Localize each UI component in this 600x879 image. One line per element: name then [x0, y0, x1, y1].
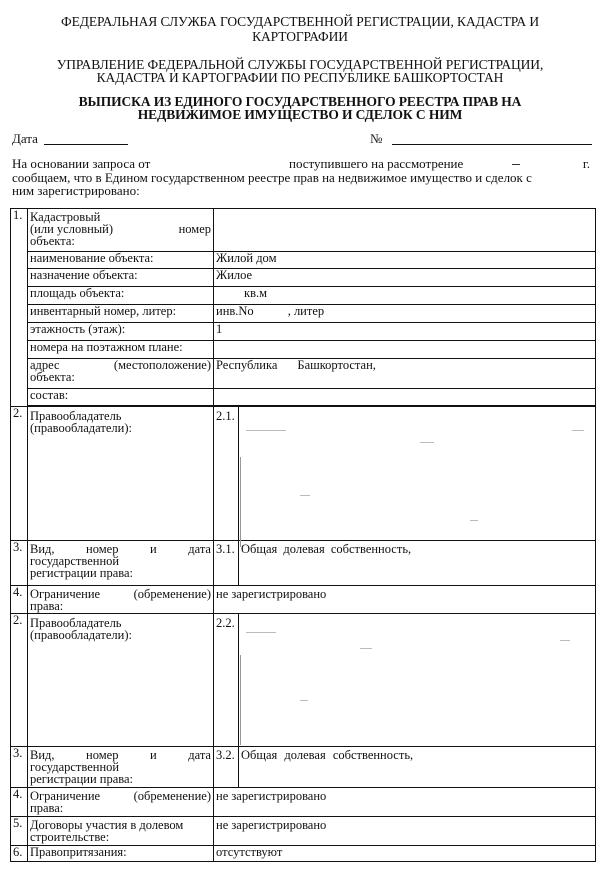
date-field	[44, 131, 128, 145]
object-name-label: наименование объекта:	[28, 252, 214, 269]
holder1-subnumber: 2.1.	[214, 407, 239, 541]
object-floorplan-row	[11, 341, 596, 359]
right1-label-word2: номер	[86, 542, 119, 556]
address-region: Республика	[216, 358, 278, 372]
document-title-line1: ВЫПИСКА ИЗ ЕДИНОГО ГОСУДАРСТВЕННОГО РЕЕСТРА ПРАВ НА	[78, 94, 522, 109]
contracts-row	[11, 817, 596, 846]
right2-label-word2: номер	[86, 748, 119, 762]
holder2-value	[239, 614, 596, 747]
encumbrance2-label-word1: Ограничение	[30, 789, 101, 803]
intro-line2: сообщаем, что в Едином государственном реестре прав на недвижимое имущество и сделок с	[12, 170, 532, 185]
object-purpose-label: назначение объекта:	[28, 269, 214, 287]
holder1-label-line1: Правообладатель	[30, 409, 122, 423]
object-floors-value: 1	[214, 323, 596, 341]
encumbrance1-label-word1: Ограничение	[30, 587, 101, 601]
right1-label	[28, 541, 214, 586]
encumbrance1-number: 4.	[11, 586, 28, 614]
intro-year-suffix: г.	[582, 156, 590, 171]
encumbrance1-row	[11, 586, 596, 614]
object-floorplan-value	[214, 341, 596, 359]
object-floorplan-label: номера на поэтажном плане:	[28, 341, 214, 359]
holder2-number: 2.	[11, 614, 28, 747]
contracts-label	[28, 817, 214, 846]
address-label-word3: объекта:	[30, 370, 75, 384]
inventory-number-prefix: инв.No	[216, 304, 254, 318]
right2-number: 3.	[11, 747, 28, 788]
cadastral-label-word4: объекта:	[30, 234, 75, 248]
object-name-row	[11, 252, 596, 269]
encumbrance2-row	[11, 788, 596, 817]
object-composition-row	[11, 389, 596, 406]
contracts-value: не зарегистрировано	[214, 817, 596, 846]
encumbrance2-number: 4.	[11, 788, 28, 817]
object-address-row	[11, 359, 596, 389]
object-composition-value	[214, 389, 596, 406]
contracts-number: 5.	[11, 817, 28, 846]
claims-label: Правопритязания:	[28, 846, 214, 862]
address-label-word2: (местоположение)	[113, 358, 211, 372]
cadastral-number-value	[214, 209, 596, 252]
right2-label-word4: дата	[188, 748, 211, 762]
object-floors-label: этажность (этаж):	[28, 323, 214, 341]
right2-row	[11, 747, 596, 788]
holder1-row	[11, 407, 596, 541]
right1-label-word4: дата	[188, 542, 211, 556]
cadastral-label-word1: Кадастровый	[30, 210, 101, 224]
section-number: 1.	[11, 209, 28, 407]
right2-subnumber: 3.2.	[214, 747, 239, 788]
object-address-label	[28, 359, 214, 389]
object-name-value: Жилой дом	[214, 252, 596, 269]
encumbrance1-value: не зарегистрировано	[214, 586, 596, 614]
right1-number: 3.	[11, 541, 28, 586]
object-inventory-row	[11, 305, 596, 323]
object-address-value	[214, 359, 596, 389]
office-name-line2: КАДАСТРА И КАРТОГРАФИИ ПО РЕСПУБЛИКЕ БАШКОРТОСТАН	[96, 70, 504, 85]
object-inventory-label: инвентарный номер, литер:	[28, 305, 214, 323]
holder2-subnumber: 2.2.	[214, 614, 239, 747]
object-floors-row	[11, 323, 596, 341]
contracts-label-line1: Договоры участия в долевом	[30, 818, 184, 832]
address-label-word1: адрес	[30, 358, 60, 372]
document-title-line2: НЕДВИЖИМОЕ ИМУЩЕСТВО И СДЕЛОК С НИМ	[137, 107, 463, 122]
holder2-label-line2: (правообладатели):	[30, 628, 132, 642]
claims-number: 6.	[11, 846, 28, 862]
encumbrance1-label-line2: права:	[30, 599, 64, 613]
address-republic: Башкортостан,	[297, 358, 376, 372]
cadastral-number-label	[28, 209, 214, 252]
encumbrance2-label	[28, 788, 214, 817]
agency-name-line2: КАРТОГРАФИИ	[252, 29, 348, 44]
holder1-label-line2: (правообладатели):	[30, 421, 132, 435]
right1-row	[11, 541, 596, 586]
right2-label-line2: государственной	[30, 760, 120, 774]
right2-label-line3: регистрации права:	[30, 772, 134, 786]
number-label: №	[370, 131, 383, 146]
encumbrance2-label-word2: (обременение)	[133, 789, 211, 803]
claims-row	[11, 846, 596, 862]
claims-value: отсутствуют	[214, 846, 596, 862]
date-label: Дата	[12, 131, 38, 146]
date-row	[12, 131, 128, 145]
encumbrance2-label-line2: права:	[30, 801, 64, 815]
agency-name-line1: ФЕДЕРАЛЬНАЯ СЛУЖБА ГОСУДАРСТВЕННОЙ РЕГИСТРАЦИИ, КАДАСТРА И	[61, 14, 539, 29]
right1-label-word3: и	[150, 542, 157, 556]
intro-received: поступившего на рассмотрение	[289, 156, 464, 171]
encumbrance1-label	[28, 586, 214, 614]
holder2-label	[28, 614, 214, 747]
encumbrance1-label-word2: (обременение)	[133, 587, 211, 601]
right1-label-line3: регистрации права:	[30, 566, 134, 580]
cadastral-label-word3: номер	[178, 222, 211, 236]
number-field	[392, 131, 592, 145]
registry-table	[10, 208, 596, 862]
object-area-value	[214, 287, 596, 305]
object-purpose-row	[11, 269, 596, 287]
object-cadastral-row	[11, 209, 596, 252]
contracts-label-line2: строительстве:	[30, 830, 110, 844]
object-inventory-value	[214, 305, 596, 323]
right2-label-word3: и	[150, 748, 157, 762]
object-composition-label: состав:	[28, 389, 214, 406]
encumbrance2-value: не зарегистрировано	[214, 788, 596, 817]
right1-label-word1: Вид,	[30, 542, 55, 556]
holder2-row	[11, 614, 596, 747]
holder1-value	[239, 407, 596, 541]
object-area-row	[11, 287, 596, 305]
holder1-label	[28, 407, 214, 541]
holder2-label-line1: Правообладатель	[30, 616, 122, 630]
right1-value: Общая долевая собственность,	[239, 541, 596, 586]
right2-label-word1: Вид,	[30, 748, 55, 762]
cadastral-label-word2: (или условный)	[30, 222, 114, 236]
holder1-number: 2.	[11, 407, 28, 541]
object-area-label: площадь объекта:	[28, 287, 214, 305]
number-row	[370, 131, 592, 145]
intro-line3: ним зарегистрировано:	[12, 183, 140, 198]
right2-value: Общая долевая собственность,	[239, 747, 596, 788]
right2-label	[28, 747, 214, 788]
area-unit: кв.м	[244, 286, 268, 300]
intro-line1	[12, 157, 590, 170]
intro-date-blank	[512, 164, 520, 165]
inventory-litera: , литер	[287, 304, 325, 318]
right1-subnumber: 3.1.	[214, 541, 239, 586]
right1-label-line2: государственной	[30, 554, 120, 568]
intro-request-from: На основании запроса от	[12, 156, 151, 171]
object-purpose-value: Жилое	[214, 269, 596, 287]
office-name-line1: УПРАВЛЕНИЕ ФЕДЕРАЛЬНОЙ СЛУЖБЫ ГОСУДАРСТВЕННОЙ РЕГИСТРАЦИИ,	[56, 57, 544, 72]
